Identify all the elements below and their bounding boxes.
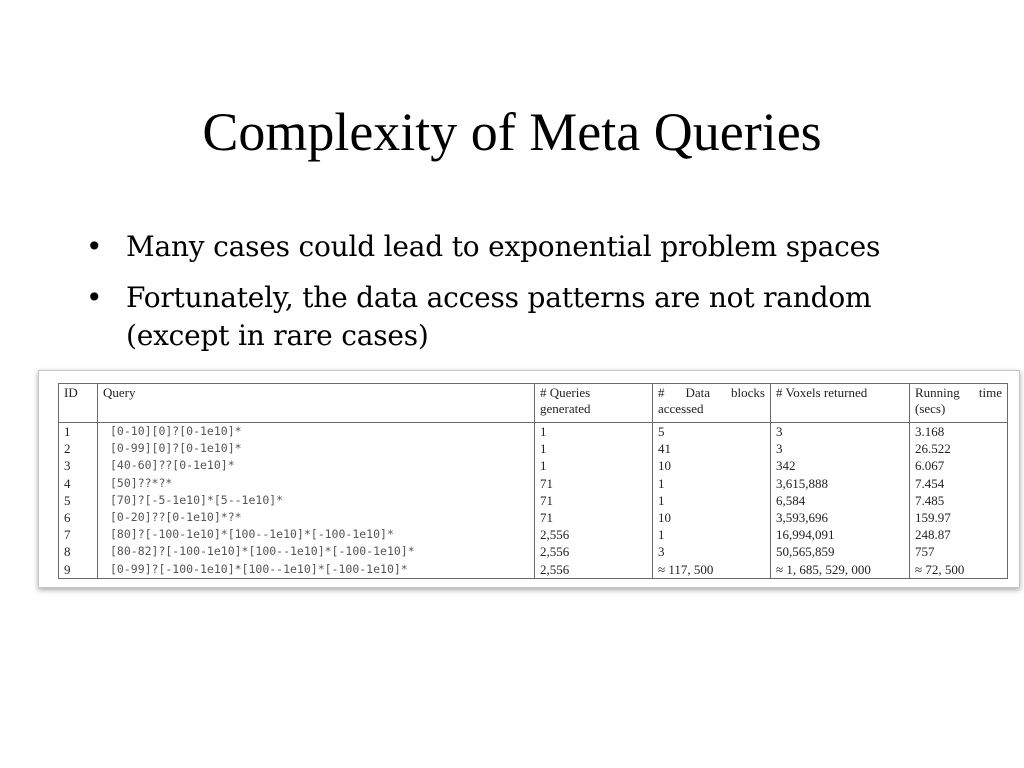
cell-query: [80-82]?[-100-1e10]*[100--1e10]*[-100-1e10]* [98, 543, 535, 560]
cell-id: 5 [59, 492, 98, 509]
cell-running-time: ≈ 72, 500 [910, 561, 1008, 579]
header-data-blocks-word1: # [658, 385, 665, 400]
cell-running-time: 6.067 [910, 457, 1008, 474]
cell-running-time: 3.168 [910, 423, 1008, 441]
table-header-row [59, 384, 1008, 423]
results-table-image [38, 370, 1020, 588]
cell-queries-generated: 1 [535, 440, 653, 457]
table-row [59, 509, 1008, 526]
table-row [59, 440, 1008, 457]
header-queries-generated-line1: # Queries [540, 385, 591, 400]
cell-queries-generated: 71 [535, 509, 653, 526]
header-running-time-word1: Running [915, 385, 960, 400]
header-running-time-line2: (secs) [915, 401, 946, 416]
cell-voxels: 3,593,696 [771, 509, 910, 526]
cell-id: 6 [59, 509, 98, 526]
cell-running-time: 159.97 [910, 509, 1008, 526]
cell-data-blocks: 1 [653, 526, 771, 543]
header-id: ID [59, 384, 98, 423]
header-running-time-word2: time [978, 385, 1002, 400]
table-row [59, 543, 1008, 560]
cell-data-blocks: 10 [653, 509, 771, 526]
header-data-blocks-line2: accessed [658, 401, 704, 416]
cell-id: 2 [59, 440, 98, 457]
cell-data-blocks: ≈ 117, 500 [653, 561, 771, 579]
table-row [59, 492, 1008, 509]
header-data-blocks-word2: Data [685, 385, 711, 400]
header-queries-generated-line2: generated [540, 401, 591, 416]
cell-data-blocks: 1 [653, 475, 771, 492]
cell-data-blocks: 10 [653, 457, 771, 474]
cell-running-time: 757 [910, 543, 1008, 560]
bullet-list [82, 228, 982, 368]
bullet-text: Many cases could lead to exponential problem spaces [126, 230, 881, 263]
bullet-dot-icon: • [86, 281, 103, 314]
slide-title: Complexity of Meta Queries [202, 102, 822, 162]
bullet-item [82, 228, 982, 266]
cell-id: 3 [59, 457, 98, 474]
cell-id: 4 [59, 475, 98, 492]
cell-data-blocks: 5 [653, 423, 771, 441]
cell-voxels: 50,565,859 [771, 543, 910, 560]
cell-id: 8 [59, 543, 98, 560]
cell-queries-generated: 2,556 [535, 526, 653, 543]
cell-data-blocks: 1 [653, 492, 771, 509]
cell-query: [0-10][0]?[0-1e10]* [98, 423, 535, 441]
cell-query: [0-20]??[0-1e10]*?* [98, 509, 535, 526]
header-query: Query [98, 384, 535, 423]
header-queries-generated [535, 384, 653, 423]
cell-id: 9 [59, 561, 98, 579]
cell-id: 7 [59, 526, 98, 543]
cell-voxels: 6,584 [771, 492, 910, 509]
table-row [59, 526, 1008, 543]
cell-voxels: 16,994,091 [771, 526, 910, 543]
results-table [58, 383, 1008, 579]
cell-running-time: 26.522 [910, 440, 1008, 457]
cell-queries-generated: 2,556 [535, 561, 653, 579]
cell-running-time: 248.87 [910, 526, 1008, 543]
cell-query: [0-99]?[-100-1e10]*[100--1e10]*[-100-1e10]* [98, 561, 535, 579]
bullet-text: Fortunately, the data access patterns are not random (except in rare cases) [126, 281, 872, 352]
cell-queries-generated: 1 [535, 423, 653, 441]
cell-queries-generated: 2,556 [535, 543, 653, 560]
table-row [59, 457, 1008, 474]
cell-voxels: ≈ 1, 685, 529, 000 [771, 561, 910, 579]
table-row [59, 561, 1008, 579]
table-row [59, 423, 1008, 441]
cell-queries-generated: 1 [535, 457, 653, 474]
cell-id: 1 [59, 423, 98, 441]
cell-query: [0-99][0]?[0-1e10]* [98, 440, 535, 457]
cell-query: [70]?[-5-1e10]*[5--1e10]* [98, 492, 535, 509]
cell-query: [80]?[-100-1e10]*[100--1e10]*[-100-1e10]* [98, 526, 535, 543]
cell-queries-generated: 71 [535, 492, 653, 509]
header-voxels: # Voxels returned [771, 384, 910, 423]
cell-data-blocks: 41 [653, 440, 771, 457]
bullet-dot-icon: • [86, 230, 103, 263]
cell-running-time: 7.485 [910, 492, 1008, 509]
cell-query: [40-60]??[0-1e10]* [98, 457, 535, 474]
cell-data-blocks: 3 [653, 543, 771, 560]
cell-query: [50]??*?* [98, 475, 535, 492]
header-data-blocks [653, 384, 771, 423]
cell-voxels: 3 [771, 440, 910, 457]
cell-voxels: 3,615,888 [771, 475, 910, 492]
cell-voxels: 342 [771, 457, 910, 474]
header-running-time [910, 384, 1008, 423]
cell-running-time: 7.454 [910, 475, 1008, 492]
table-row [59, 475, 1008, 492]
cell-voxels: 3 [771, 423, 910, 441]
bullet-item [82, 279, 982, 355]
table-body [59, 423, 1008, 579]
header-data-blocks-word3: blocks [731, 385, 765, 400]
cell-queries-generated: 71 [535, 475, 653, 492]
